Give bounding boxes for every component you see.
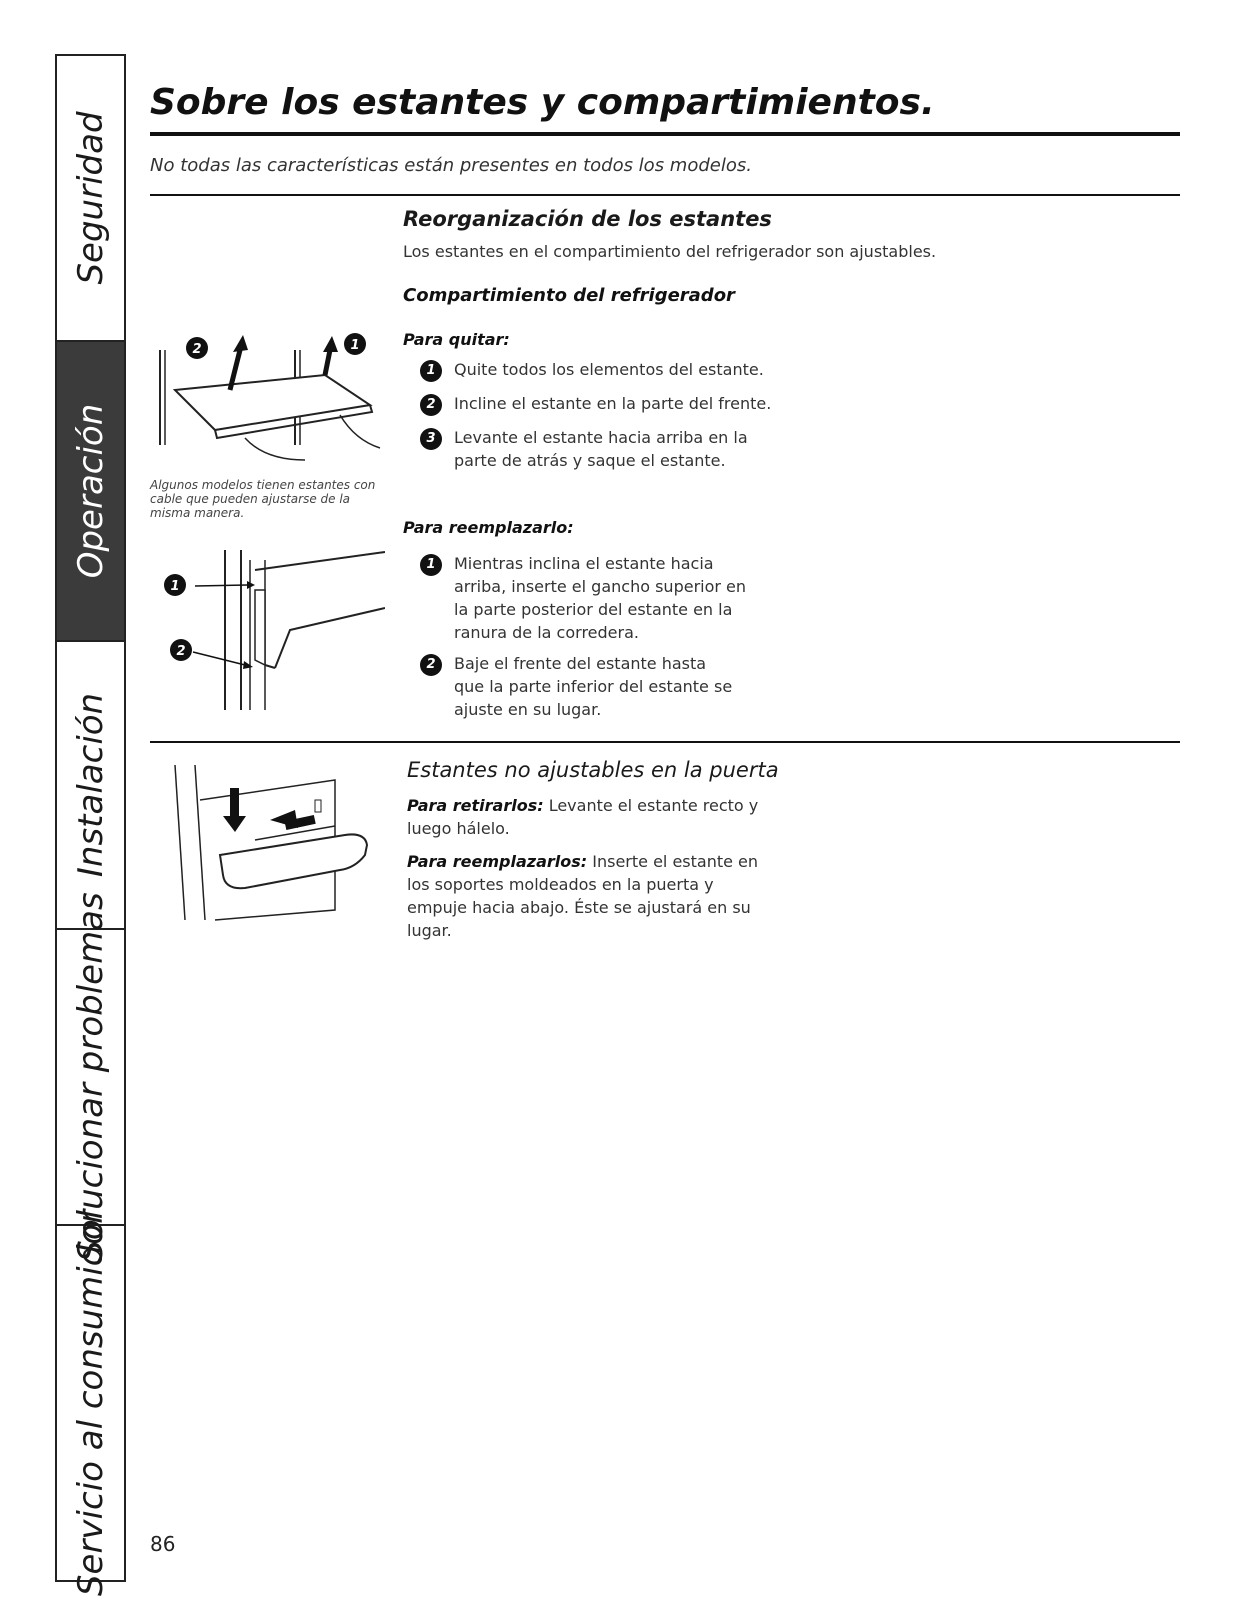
- section-intro: Los estantes en el compartimiento del refrigerador son ajustables.: [403, 242, 937, 261]
- callout-2-icon: [186, 337, 208, 359]
- tab-label: Seguridad: [70, 111, 111, 285]
- callout-number: 1: [350, 338, 360, 353]
- list-item: [420, 552, 750, 644]
- page-title: Sobre los estantes y compartimientos.: [150, 82, 935, 123]
- remove-text: Levante el estante recto y luego hálelo.: [407, 796, 759, 838]
- tab-seguridad[interactable]: [57, 56, 124, 342]
- step-text: Incline el estante en la parte del frente.: [454, 394, 772, 413]
- remove-label: Para quitar:: [403, 330, 510, 349]
- list-item: [420, 652, 740, 721]
- tab-label: Servicio al consumidor: [70, 1209, 111, 1597]
- shelf-removal-illustration: [155, 330, 385, 475]
- section-tab-bar: [55, 54, 126, 1597]
- section-heading-estantes-puerta: Estantes no ajustables en la puerta: [407, 758, 779, 782]
- replace-label: Para reemplazarlo:: [403, 518, 574, 537]
- section-divider: [150, 194, 1180, 196]
- title-rule: [150, 132, 1180, 136]
- subheading-compartimiento: Compartimiento del refrigerador: [403, 285, 735, 306]
- tab-label: Solucionar problemas: [70, 892, 111, 1262]
- replace-text: Inserte el estante en los soportes moldeados en la puerta y empuje hacia abajo. Éste se ajustará en su lugar.: [407, 852, 759, 940]
- step-number: 3: [420, 428, 442, 450]
- callout-number: 2: [176, 644, 186, 659]
- tab-label: Instalación: [70, 692, 111, 878]
- tab-instalacion[interactable]: [57, 642, 124, 930]
- step-number: 1: [420, 554, 442, 576]
- callout-number: 2: [192, 342, 202, 357]
- figure-caption: Algunos modelos tienen estantes con cable que pueden ajustarse de la misma manera.: [150, 478, 376, 520]
- list-item: [420, 426, 750, 472]
- shelf-hook-illustration: [155, 530, 385, 715]
- step-number: 1: [420, 360, 442, 382]
- page-number: 86: [150, 1532, 176, 1556]
- replace-label: Para reemplazarlos:: [407, 852, 588, 871]
- page-subtitle: No todas las características están presentes en todos los modelos.: [150, 155, 752, 176]
- section-divider: [150, 741, 1180, 743]
- remove-label: Para retirarlos:: [407, 796, 544, 815]
- step-text: Baje el frente del estante hasta que la parte inferior del estante se ajuste en su lugar.: [454, 654, 733, 719]
- step-number: 2: [420, 394, 442, 416]
- step-text: Mientras inclina el estante hacia arriba, inserte el gancho superior en la parte posterior del estante en la ranura de la corredera.: [454, 554, 747, 642]
- list-item: [420, 358, 780, 381]
- door-bin-illustration: [155, 760, 385, 922]
- tab-servicio-consumidor[interactable]: [57, 1209, 124, 1597]
- tab-solucionar-problemas[interactable]: [57, 892, 124, 1262]
- replace-instructions: [407, 850, 767, 942]
- tab-operacion[interactable]: [57, 342, 124, 642]
- callout-1-icon: [344, 333, 366, 355]
- callout-1-icon: [164, 574, 186, 596]
- list-item: [420, 392, 780, 415]
- section-heading-reorganizacion: Reorganización de los estantes: [403, 207, 772, 231]
- step-text: Levante el estante hacia arriba en la parte de atrás y saque el estante.: [454, 428, 748, 470]
- callout-2-icon: [170, 639, 192, 661]
- step-number: 2: [420, 654, 442, 676]
- remove-instructions: [407, 794, 762, 840]
- callout-number: 1: [170, 579, 180, 594]
- tab-label: Operación: [70, 403, 111, 579]
- step-text: Quite todos los elementos del estante.: [454, 360, 764, 379]
